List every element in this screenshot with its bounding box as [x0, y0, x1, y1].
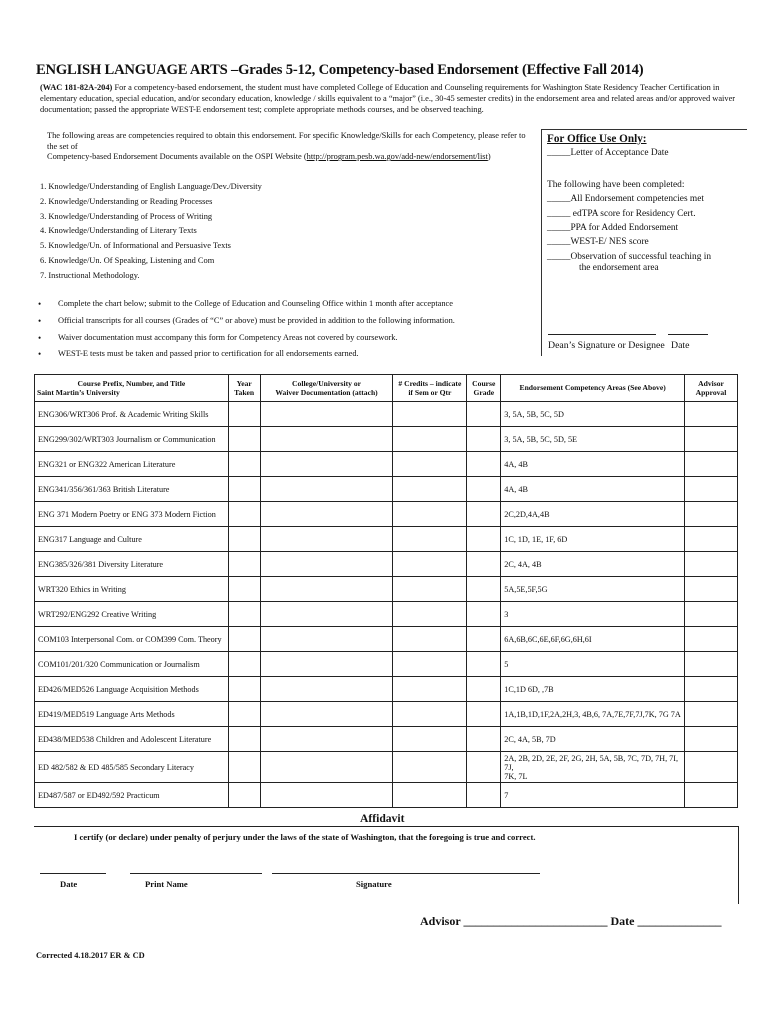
college-cell[interactable]	[260, 652, 393, 677]
areas-cell: 1C,1D 6D, ,7B	[501, 677, 685, 702]
completed-heading: The following have been completed:	[547, 179, 685, 190]
competency-list	[40, 180, 262, 284]
college-cell[interactable]	[260, 552, 393, 577]
year-cell[interactable]	[228, 502, 260, 527]
grade-cell[interactable]	[467, 527, 501, 552]
college-cell[interactable]	[260, 677, 393, 702]
course-cell: ENG 371 Modern Poetry or ENG 373 Modern Fiction	[35, 502, 229, 527]
grade-cell[interactable]	[467, 652, 501, 677]
header-course: Course Prefix, Number, and Title Saint Martin’s University	[35, 375, 229, 402]
year-cell[interactable]	[228, 452, 260, 477]
table-row	[35, 477, 738, 502]
competency-ref-line1: The following areas are competencies required to obtain this endorsement. For specific Knowledge/Skills for each Competency, please refer to the set of	[47, 131, 526, 151]
office-item[interactable]: _____All Endorsement competencies met	[547, 194, 704, 205]
advisor-approval-cell[interactable]	[685, 652, 738, 677]
areas-cell: 6A,6B,6C,6E,6F,6G,6H,6I	[501, 627, 685, 652]
advisor-approval-cell[interactable]	[685, 727, 738, 752]
bullet-icon: •	[38, 299, 42, 309]
table-row	[35, 752, 738, 783]
year-cell[interactable]	[228, 783, 260, 808]
credits-cell[interactable]	[393, 677, 467, 702]
instruction-item: • Complete the chart below; submit to the College of Education and Counseling Office within 1 month after acceptance	[40, 296, 455, 313]
year-cell[interactable]	[228, 627, 260, 652]
competency-item: 6. Knowledge/Un. Of Speaking, Listening and Com	[40, 255, 215, 265]
credits-cell[interactable]	[393, 477, 467, 502]
college-cell[interactable]	[260, 752, 393, 783]
office-heading: For Office Use Only:	[547, 133, 647, 145]
competency-item: 5. Knowledge/Un. of Informational and Persuasive Texts	[40, 241, 231, 251]
course-cell: ENG317 Language and Culture	[35, 527, 229, 552]
credits-cell[interactable]	[393, 402, 467, 427]
year-cell[interactable]	[228, 602, 260, 627]
year-cell[interactable]	[228, 677, 260, 702]
grade-cell[interactable]	[467, 702, 501, 727]
course-cell: WRT320 Ethics in Writing	[35, 577, 229, 602]
areas-cell: 5A,5E,5F,5G	[501, 577, 685, 602]
advisor-approval-cell[interactable]	[685, 677, 738, 702]
course-cell: ENG321 or ENG322 American Literature	[35, 452, 229, 477]
credits-cell[interactable]	[393, 702, 467, 727]
table-row	[35, 502, 738, 527]
credits-cell[interactable]	[393, 552, 467, 577]
grade-cell[interactable]	[467, 402, 501, 427]
advisor-approval-cell[interactable]	[685, 527, 738, 552]
table-row	[35, 577, 738, 602]
course-table	[34, 374, 738, 808]
grade-cell[interactable]	[467, 577, 501, 602]
table-row	[35, 783, 738, 808]
grade-cell[interactable]	[467, 783, 501, 808]
course-cell: ENG385/326/381 Diversity Literature	[35, 552, 229, 577]
college-cell[interactable]	[260, 627, 393, 652]
affidavit-border-top	[34, 826, 739, 827]
course-cell: COM101/201/320 Communication or Journalism	[35, 652, 229, 677]
year-cell[interactable]	[228, 402, 260, 427]
college-cell[interactable]	[260, 702, 393, 727]
affidavit-print-name-label: Print Name	[145, 879, 188, 889]
grade-cell[interactable]	[467, 427, 501, 452]
areas-cell: 5	[501, 652, 685, 677]
competency-item: 2. Knowledge/Understanding or Reading Processes	[40, 196, 213, 206]
table-row	[35, 627, 738, 652]
year-cell[interactable]	[228, 752, 260, 783]
table-row	[35, 652, 738, 677]
affidavit-date-label: Date	[60, 879, 78, 889]
areas-cell: 2C, 4A, 5B, 7D	[501, 727, 685, 752]
header-college: College/University or Waiver Documentation (attach)	[260, 375, 393, 402]
college-cell[interactable]	[260, 783, 393, 808]
advisor-approval-cell[interactable]	[685, 452, 738, 477]
corrected-note: Corrected 4.18.2017 ER & CD	[36, 951, 145, 960]
advisor-approval-cell[interactable]	[685, 627, 738, 652]
college-cell[interactable]	[260, 527, 393, 552]
wac-reference: (WAC 181-82A-204)	[40, 83, 113, 92]
advisor-approval-cell[interactable]	[685, 783, 738, 808]
course-cell: ENG341/356/361/363 British Literature	[35, 477, 229, 502]
table-row	[35, 427, 738, 452]
dean-signature-line[interactable]	[548, 334, 656, 335]
header-advisor: Advisor Approval	[685, 375, 738, 402]
year-cell[interactable]	[228, 527, 260, 552]
grade-cell[interactable]	[467, 627, 501, 652]
areas-cell: 1C, 1D, 1E, 1F, 6D	[501, 527, 685, 552]
year-cell[interactable]	[228, 477, 260, 502]
advisor-approval-cell[interactable]	[685, 702, 738, 727]
areas-cell: 3, 5A, 5B, 5C, 5D, 5E	[501, 427, 685, 452]
grade-cell[interactable]	[467, 602, 501, 627]
office-item[interactable]: _____WEST-E/ NES score	[547, 237, 649, 248]
grade-cell[interactable]	[467, 502, 501, 527]
course-cell: ENG299/302/WRT303 Journalism or Communication	[35, 427, 229, 452]
competency-item: 4. Knowledge/Understanding of Literary Texts	[40, 226, 197, 236]
areas-cell: 2C, 4A, 4B	[501, 552, 685, 577]
course-cell: COM103 Interpersonal Com. or COM399 Com. Theory	[35, 627, 229, 652]
dean-date-line[interactable]	[668, 334, 708, 335]
advisor-approval-cell[interactable]	[685, 552, 738, 577]
affidavit-signature-label: Signature	[356, 879, 392, 889]
course-cell: ED 482/582 & ED 485/585 Secondary Literacy	[35, 752, 229, 783]
college-cell[interactable]	[260, 727, 393, 752]
competency-item: 7. Instructional Methodology.	[40, 270, 140, 280]
header-areas: Endorsement Competency Areas (See Above)	[501, 375, 685, 402]
affidavit-date-line[interactable]	[40, 873, 106, 874]
table-row	[35, 402, 738, 427]
areas-cell: 4A, 4B	[501, 477, 685, 502]
competency-item: 3. Knowledge/Understanding of Process of Writing	[40, 211, 213, 221]
course-cell: ED487/587 or ED492/592 Practicum	[35, 783, 229, 808]
areas-cell: 3, 5A, 5B, 5C, 5D	[501, 402, 685, 427]
grade-cell[interactable]	[467, 477, 501, 502]
advisor-approval-cell[interactable]	[685, 502, 738, 527]
dean-date-label: Date	[671, 340, 690, 351]
table-row	[35, 452, 738, 477]
office-box-left-border	[541, 129, 542, 356]
instruction-item: • WEST-E tests must be taken and passed prior to certification for all endorsements earned.	[40, 346, 455, 363]
course-cell: ED426/MED526 Language Acquisition Methods	[35, 677, 229, 702]
college-cell[interactable]	[260, 577, 393, 602]
advisor-approval-cell[interactable]	[685, 602, 738, 627]
areas-cell: 4A, 4B	[501, 452, 685, 477]
affidavit-signature-line[interactable]	[272, 873, 540, 874]
areas-cell: 1A,1B,1D,1F,2A,2H,3, 4B,6, 7A,7E,7F,7J,7K, 7G 7A	[501, 702, 685, 727]
advisor-approval-cell[interactable]	[685, 427, 738, 452]
course-cell: WRT292/ENG292 Creative Writing	[35, 602, 229, 627]
competency-reference	[47, 131, 537, 163]
acceptance-date-field[interactable]: _____Letter of Acceptance Date	[547, 148, 669, 159]
bullet-icon: •	[38, 349, 42, 360]
header-credits: # Credits – indicate if Sem or Qtr	[393, 375, 467, 402]
competency-item: 1. Knowledge/Understanding of English Language/Dev./Diversity	[40, 182, 262, 191]
affidavit-statement: I certify (or declare) under penalty of perjury under the laws of the state of Washington, that the foregoing is true and correct.	[74, 832, 536, 842]
areas-cell: 2C,2D,4A,4B	[501, 502, 685, 527]
affidavit-print-name-line[interactable]	[130, 873, 262, 874]
advisor-signature-field[interactable]: Advisor ________________________ Date ______________	[420, 914, 722, 928]
office-item[interactable]: _____Observation of successful teaching in	[547, 251, 712, 262]
dean-signature-label: Dean’s Signature or Designee	[548, 340, 665, 351]
credits-cell[interactable]	[393, 727, 467, 752]
college-cell[interactable]	[260, 502, 393, 527]
bullet-icon: •	[38, 315, 42, 326]
credits-cell[interactable]	[393, 752, 467, 783]
header-year: Year Taken	[228, 375, 260, 402]
credits-cell[interactable]	[393, 602, 467, 627]
intro-text: For a competency-based endorsement, the student must have completed College of Education and Counseling requirements for Washington State Residency Teacher Certification in elementary education, special education, and/or secondary education, knowledge / skills equivalent to a “major” (i.e., 30-45 semester credits) in the endorsement area and related areas and/or approved waiver documentation; passed the appropriate WEST-E endorsement test; complete appropriate methods courses, and be observed teaching.	[40, 83, 736, 115]
year-cell[interactable]	[228, 552, 260, 577]
grade-cell[interactable]	[467, 752, 501, 783]
year-cell[interactable]	[228, 702, 260, 727]
areas-cell: 7	[501, 783, 685, 808]
office-item[interactable]: _____PPA for Added Endorsement	[547, 223, 679, 234]
credits-cell[interactable]	[393, 577, 467, 602]
year-cell[interactable]	[228, 427, 260, 452]
credits-cell[interactable]	[393, 627, 467, 652]
advisor-approval-cell[interactable]	[685, 577, 738, 602]
table-header-row	[35, 375, 738, 402]
office-item: the endorsement area	[579, 263, 659, 274]
credits-cell[interactable]	[393, 452, 467, 477]
areas-cell: 2A, 2B, 2D, 2E, 2F, 2G, 2H, 5A, 5B, 7C, 7D, 7H, 7I, 7J, 7K, 7L	[501, 752, 685, 783]
course-cell: ENG306/WRT306 Prof. & Academic Writing Skills	[35, 402, 229, 427]
course-cell: ED419/MED519 Language Arts Methods	[35, 702, 229, 727]
areas-cell: 3	[501, 602, 685, 627]
table-row	[35, 702, 738, 727]
table-row	[35, 552, 738, 577]
year-cell[interactable]	[228, 577, 260, 602]
course-cell: ED438/MED538 Children and Adolescent Literature	[35, 727, 229, 752]
college-cell[interactable]	[260, 602, 393, 627]
intro-paragraph	[40, 82, 746, 116]
page-title: ENGLISH LANGUAGE ARTS –Grades 5-12, Competency-based Endorsement (Effective Fall 2014)	[36, 62, 644, 78]
credits-cell[interactable]	[393, 527, 467, 552]
office-use-box	[547, 134, 747, 275]
credits-cell[interactable]	[393, 652, 467, 677]
table-row	[35, 527, 738, 552]
advisor-approval-cell[interactable]	[685, 477, 738, 502]
grade-cell[interactable]	[467, 452, 501, 477]
college-cell[interactable]	[260, 402, 393, 427]
credits-cell[interactable]	[393, 502, 467, 527]
header-grade: Course Grade	[467, 375, 501, 402]
grade-cell[interactable]	[467, 552, 501, 577]
ospi-link[interactable]: http://program.pesb.wa.gov/add-new/endorsement/list	[306, 152, 488, 162]
college-cell[interactable]	[260, 452, 393, 477]
table-row	[35, 727, 738, 752]
office-box-top-border	[541, 129, 747, 130]
table-row	[35, 677, 738, 702]
credits-cell[interactable]	[393, 427, 467, 452]
year-cell[interactable]	[228, 727, 260, 752]
advisor-approval-cell[interactable]	[685, 402, 738, 427]
grade-cell[interactable]	[467, 677, 501, 702]
year-cell[interactable]	[228, 652, 260, 677]
affidavit-title: Affidavit	[360, 812, 405, 825]
credits-cell[interactable]	[393, 783, 467, 808]
college-cell[interactable]	[260, 477, 393, 502]
advisor-approval-cell[interactable]	[685, 752, 738, 783]
affidavit-border-right	[738, 826, 739, 904]
instruction-item: • Official transcripts for all courses (Grades of “C” or above) must be provided in addition to the following information.	[40, 313, 455, 330]
grade-cell[interactable]	[467, 727, 501, 752]
bullet-icon: •	[38, 332, 42, 343]
instructions-list	[40, 296, 455, 363]
competency-ref-line2: Competency-based Endorsement Documents available on the OSPI Website (http://program.pesb.wa.gov/add-new/endorsement/list)	[47, 152, 491, 162]
instruction-item: • Waiver documentation must accompany this form for Competency Areas not covered by coursework.	[40, 330, 455, 347]
table-row	[35, 602, 738, 627]
college-cell[interactable]	[260, 427, 393, 452]
office-item[interactable]: _____ edTPA score for Residency Cert.	[547, 208, 696, 219]
